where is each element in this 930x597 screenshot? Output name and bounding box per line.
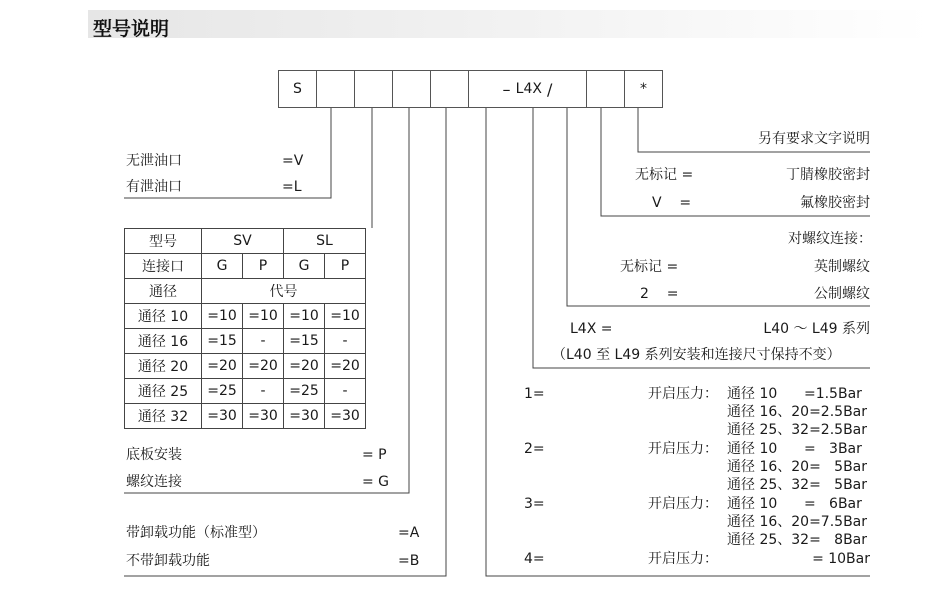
table-cell: P — [325, 254, 366, 279]
table-cell: =10 — [325, 304, 366, 329]
table-cell: 通径 25 — [125, 379, 202, 404]
size-code-table — [124, 228, 366, 429]
mounting-code-1: = G — [362, 474, 390, 490]
table-cell: 连接口 — [125, 254, 202, 279]
pressure-code: 3= — [524, 496, 545, 512]
pressure-line: 通径 16、20=2.5Bar — [727, 404, 868, 420]
pressure-line: 通径 10 = 6Bar — [727, 496, 862, 512]
drain-label-0: 无泄油口 — [126, 153, 182, 169]
pressure-line: 通径 10 = 3Bar — [727, 441, 862, 457]
table-cell: =10 — [243, 304, 284, 329]
seal-value-0: 丁腈橡胶密封 — [786, 167, 870, 183]
pressure-label: 开启压力： — [648, 496, 718, 512]
thread-value-1: 公制螺纹 — [814, 286, 870, 302]
table-cell: =10 — [284, 304, 325, 329]
table-cell: =15 — [202, 329, 243, 354]
mounting-code-0: = P — [362, 447, 387, 463]
code-box-prefix: S — [278, 70, 317, 108]
drain-code-0: =V — [282, 153, 304, 169]
pressure-line: 通径 16、20=7.5Bar — [727, 514, 868, 530]
pressure-line: 通径 25、32= 8Bar — [727, 532, 868, 548]
series-value: L40 ～ L49 系列 — [763, 321, 870, 337]
code-box-extra: * — [624, 70, 663, 108]
series-key: L4X = — [570, 321, 613, 337]
table-cell: =20 — [202, 354, 243, 379]
table-cell: =10 — [202, 304, 243, 329]
table-cell: =20 — [243, 354, 284, 379]
unload-code-0: =A — [398, 525, 420, 541]
pressure-line: 通径 10 =1.5Bar — [727, 386, 862, 402]
table-cell: SL — [284, 229, 366, 254]
thread-key-1: 2 = — [640, 286, 679, 302]
pressure-label: 开启压力： — [648, 386, 718, 402]
table-cell: SV — [202, 229, 284, 254]
thread-key-0: 无标记 = — [620, 259, 679, 275]
drain-label-1: 有泄油口 — [126, 179, 182, 195]
table-cell: =25 — [284, 379, 325, 404]
table-cell: =25 — [202, 379, 243, 404]
table-cell: - — [325, 379, 366, 404]
mounting-label-0: 底板安装 — [126, 447, 182, 463]
pressure-line: 通径 25、32= 5Bar — [727, 477, 868, 493]
table-cell: - — [243, 329, 284, 354]
table-cell: - — [325, 329, 366, 354]
table-row — [125, 304, 366, 329]
pressure-code: 1= — [524, 386, 545, 402]
table-cell: 通径 16 — [125, 329, 202, 354]
table-cell: P — [243, 254, 284, 279]
table-cell: =20 — [325, 354, 366, 379]
table-cell: 通径 10 — [125, 304, 202, 329]
thread-value-0: 英制螺纹 — [814, 259, 870, 275]
page-title: 型号说明 — [93, 18, 170, 40]
table-row — [125, 379, 366, 404]
pressure-label: 开启压力： — [648, 551, 718, 567]
table-cell: 通径 32 — [125, 404, 202, 429]
table-cell: =30 — [284, 404, 325, 429]
table-cell: - — [243, 379, 284, 404]
pressure-label: 开启压力： — [648, 441, 718, 457]
unload-label-0: 带卸载功能（标准型） — [126, 525, 266, 541]
pressure-code: 2= — [524, 441, 545, 457]
table-cell: =30 — [325, 404, 366, 429]
seal-key-1: V = — [652, 195, 692, 211]
table-cell: G — [284, 254, 325, 279]
table-cell: =20 — [284, 354, 325, 379]
pressure-line: 通径 16、20= 5Bar — [727, 459, 868, 475]
unload-code-1: =B — [398, 553, 420, 569]
pressure-line: 通径 25、32=2.5Bar — [727, 422, 868, 438]
table-row — [125, 329, 366, 354]
code-box-series: – L4X / — [468, 70, 587, 108]
seal-value-1: 氟橡胶密封 — [800, 195, 870, 211]
series-note: （L40 至 L49 系列安装和连接尺寸保持不变） — [552, 347, 841, 363]
unload-label-1: 不带卸载功能 — [126, 553, 210, 569]
pressure-code: 4= — [524, 551, 545, 567]
seal-key-0: 无标记 = — [635, 167, 694, 183]
pressure-line: = 10Bar — [812, 551, 870, 567]
drain-code-1: =L — [282, 179, 302, 195]
table-cell: 型号 — [125, 229, 202, 254]
table-row — [125, 404, 366, 429]
thread-title: 对螺纹连接： — [788, 231, 872, 247]
table-cell: =30 — [243, 404, 284, 429]
table-cell: =15 — [284, 329, 325, 354]
table-cell: G — [202, 254, 243, 279]
table-row — [125, 354, 366, 379]
table-cell: 通径 — [125, 279, 202, 304]
series-code: L4X — [515, 81, 542, 97]
table-cell: 通径 20 — [125, 354, 202, 379]
table-cell: 代号 — [202, 279, 366, 304]
mounting-label-1: 螺纹连接 — [126, 474, 182, 490]
table-cell: =30 — [202, 404, 243, 429]
extra-requirement-label: 另有要求文字说明 — [758, 131, 870, 147]
